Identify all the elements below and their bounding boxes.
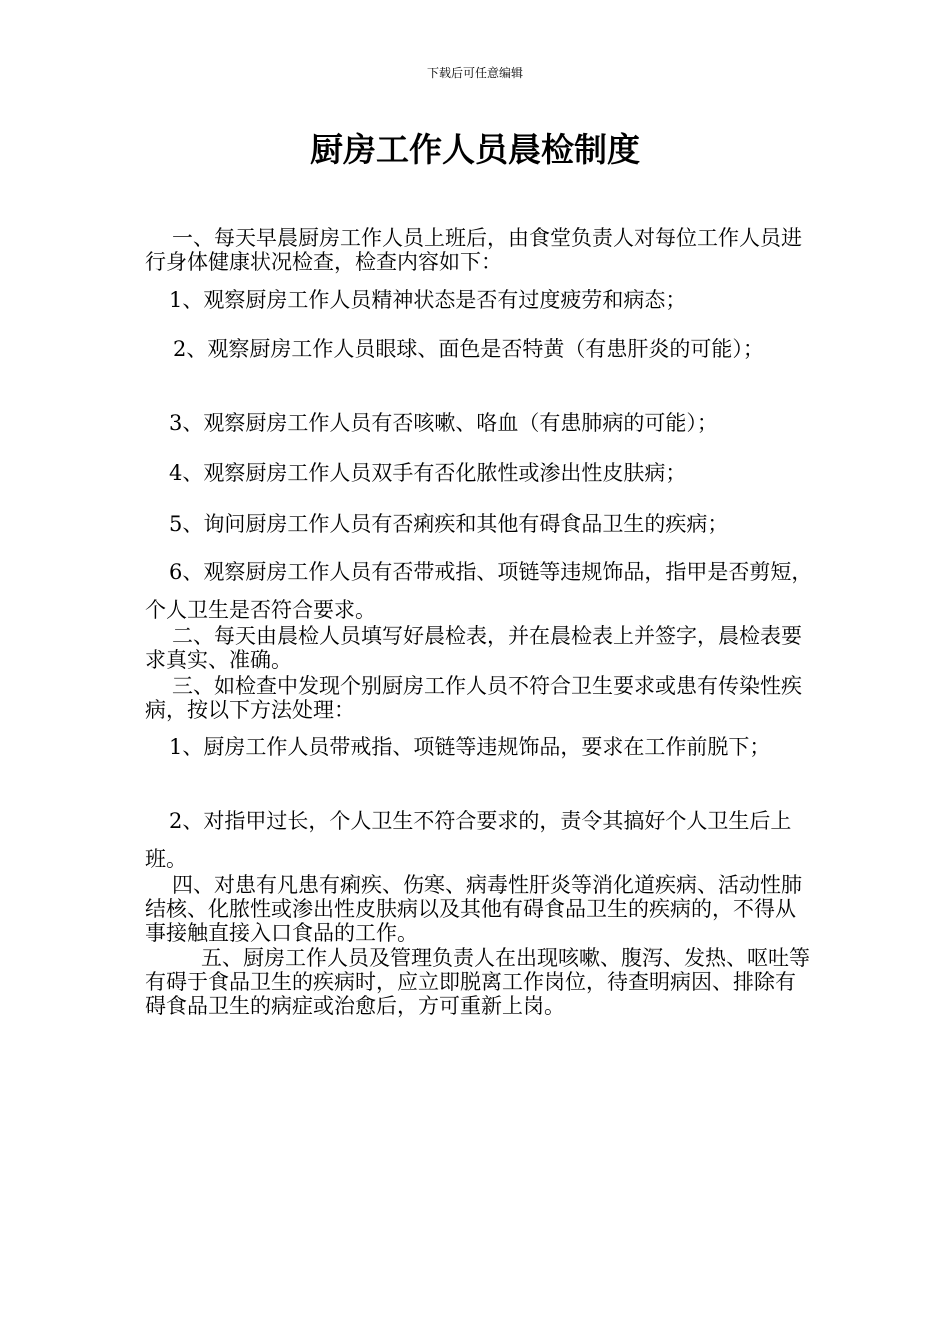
document-title: 厨房工作人员晨检制度 [310, 130, 640, 169]
paragraph-item-1-4: 4、观察厨房工作人员双手有否化脓性或渗出性皮肤病； [169, 461, 687, 485]
paragraph-section-1: 一、每天早晨厨房工作人员上班后，由食堂负责人对每位工作人员进行身体健康状况检查，检查内容如下： [145, 226, 802, 274]
paragraph-section-4: 四、对患有凡患有痢疾、伤寒、病毒性肝炎等消化道疾病、活动性肺结核、化脓性或渗出性皮肤病以及其他有碍食品卫生的疾病的，不得从事接触直接入口食品的工作。 [145, 873, 802, 945]
paragraph-section-5: 五、厨房工作人员及管理负责人在出现咳嗽、腹泻、发热、呕吐等有碍于食品卫生的疾病时，应立即脱离工作岗位，待查明病因、排除有碍食品卫生的病症或治愈后，方可重新上岗。 [145, 946, 810, 1018]
paragraph-section-2: 二、每天由晨检人员填写好晨检表，并在晨检表上并签字，晨检表要求真实、准确。 [145, 624, 802, 672]
paragraph-item-1-5: 5、询问厨房工作人员有否痢疾和其他有碍食品卫生的疾病； [169, 512, 729, 536]
paragraph-section-3: 三、如检查中发现个别厨房工作人员不符合卫生要求或患有传染性疾病，按以下方法处理： [145, 674, 802, 722]
paragraph-item-3-1: 1、厨房工作人员带戒指、项链等违规饰品，要求在工作前脱下； [169, 735, 771, 759]
paragraph-item-1-2: 2、观察厨房工作人员眼球、面色是否特黄（有患肝炎的可能）； [173, 337, 764, 361]
paragraph-item-3-2: 2、对指甲过长，个人卫生不符合要求的，责令其搞好个人卫生后上班。 [145, 809, 792, 871]
paragraph-item-1-3: 3、观察厨房工作人员有否咳嗽、咯血（有患肺病的可能）； [169, 411, 718, 435]
page-header: 下载后可任意编辑 [426, 66, 523, 80]
paragraph-item-1-1: 1、观察厨房工作人员精神状态是否有过度疲劳和病态； [169, 288, 687, 312]
paragraph-item-1-6: 6、观察厨房工作人员有否带戒指、项链等违规饰品，指甲是否剪短，个人卫生是否符合要求。 [145, 560, 813, 622]
